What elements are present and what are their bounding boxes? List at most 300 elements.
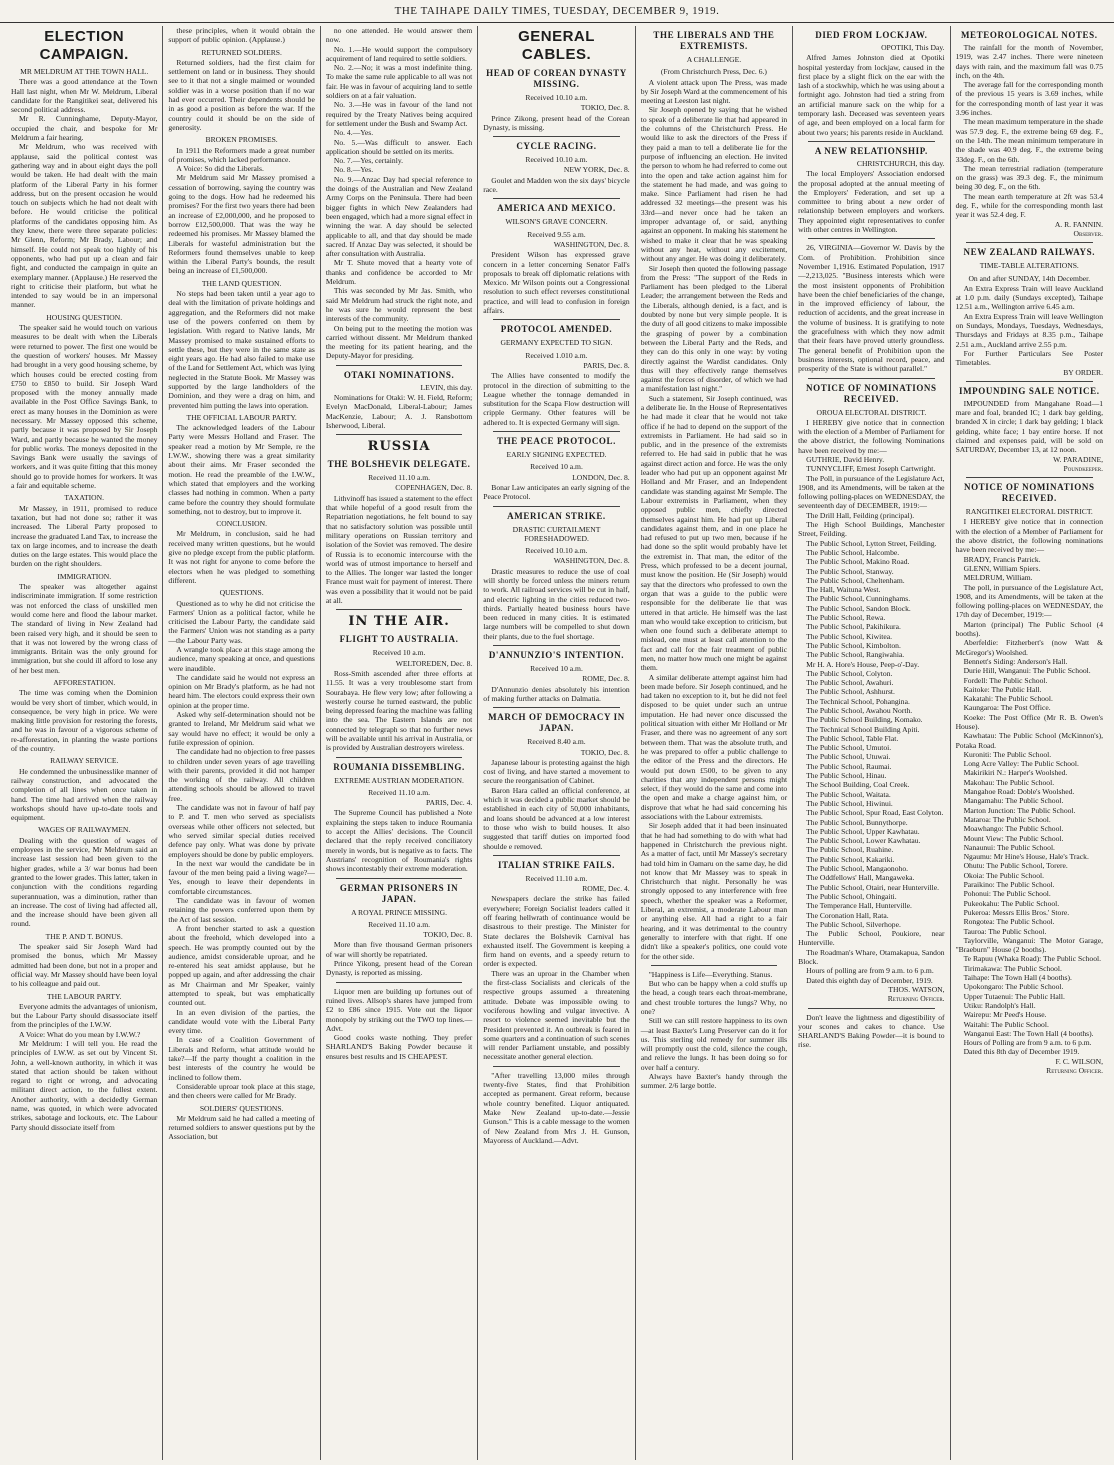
paragraph: Ross-Smith ascended after three efforts at 11.55. It was a very troublesome start from Sourabaya. He flew very low; after following a westerly course he turned eastward, the public being depressed fearing the machine was falling into the sea. The Eastern Islands are not connected by telegraph so that no further news will be available until his arrival in Australia, or is provided by Australian destroyers wireless. [325, 668, 473, 753]
paragraph: No. 2.—No; it was a most indefinite thing. To make the same rule applicable to all was not fair. He was in favour of acquiring land to settle soldiers on at a fair valuation. [325, 63, 473, 101]
paragraph: Hours of Polling are from 9 a.m. to 6 p.m. [963, 1038, 1092, 1048]
paragraph: Considerable uproar took place at this stage, and then cheers were called for Mr Brady. [168, 1081, 315, 1101]
article-headline: HEAD OF COREAN DYNASTY MISSING. [486, 68, 627, 89]
paragraph: No. 5.—Was difficult to answer. Each application should be settled on its merits. [325, 137, 473, 156]
article-subhead: Received 10.10 a.m. [525, 93, 588, 102]
paragraph: The speaker said Sir Joseph Ward had promised the bonus, which Mr Massey admitted had been done, but not in a proper and official way. Mr Massey should have been loyal to his colleague and paid out. [11, 942, 158, 989]
paragraph: Pohonui: The Public School. [963, 889, 1051, 899]
article-headline: THE BOLSHEVIK DELEGATE. [327, 459, 471, 470]
column-rule [493, 431, 619, 432]
paragraph: There was an uproar in the Chamber when the first-class Socialists and clericals of the respective groups assumed a threatening attitude. Debate was impossible owing to vociferous howling and vulgar invective. A resort to violence seemed inevitable but the President prevented it. An outbreak is feared in some quarters and a continuation of such scenes will render Parliament unstable, and possibly necessitate another general election. [483, 968, 630, 1062]
column-rule [808, 238, 934, 239]
article-headline: FLIGHT TO AUSTRALIA. [339, 634, 459, 645]
column-rule [336, 365, 462, 366]
paragraph: Makohau: The Public School. [963, 777, 1055, 787]
paragraph: No. 3.—He was in favour of the land not required by the Treaty Natives being acquired for settlement under the Bush and Swamp Act. [325, 100, 473, 128]
column-4 [478, 26, 635, 1460]
paragraph: The Public School, Mangaonoho. [806, 864, 909, 874]
paragraph: A similar deliberate attempt against him had been made before. Sir Joseph continued, and he had taken no exception to it, but he did not feel disposed to be quiet under such an untrue imputation. He had never once discussed the political situation with either Mr Holland or Mr Fraser, and there was no agreement of any sort between them. That was the absolute truth, and he was prepared to offer a public challenge to the editor of the Press and the directors. He would put down £500, to be given to any charities that any independent persons might select, if they would do the same and come into the open and make a charge against him, or disprove that what he had said concerning his associations with the Labour extremists. [640, 672, 788, 822]
paragraph: The Public School, Ohingaiti. [806, 891, 897, 901]
paragraph: Kawhatau: The Public School (McKinnon's), Potaka Road. [955, 731, 1103, 750]
column-rule [493, 645, 619, 646]
dateline: TOKIO, Dec. 8. [580, 103, 630, 113]
paragraph: The Public School, Ruahine. [806, 845, 894, 855]
article-subhead: A ROYAL PRINCE MISSING. [351, 907, 448, 917]
paragraph: He condemned the unbusinesslike manner of railway construction, and advocated the completion of all lines when once taken in hand. The time had arrived when the railway workshops should have up-to-date tools and equipment. [11, 766, 158, 823]
paragraph: Still we can still restore happiness to its own—at least Baxter's Lung Preserver can do it for us. This sterling old remedy for summer ills will promptly oust the cold, silence the cough, and relieve the lungs. It has been doing so for over half a century. [640, 1016, 788, 1072]
article-headline: NOTICE OF NOMINATIONS RECEIVED. [963, 482, 1095, 504]
paragraph: The Public School, Raumai. [806, 761, 892, 771]
article-headline: CYCLE RACING. [516, 141, 597, 152]
paragraph: Bennett's Siding: Anderson's Hall. [963, 656, 1068, 666]
paragraph: Kuroniti: The Public School. [963, 749, 1052, 759]
article-headline: D'ANNUNZIO'S INTENTION. [488, 650, 625, 661]
article-subhead: Received 11.10 a.m. [525, 873, 588, 883]
paragraph: A violent attack upon The Press, was made by Sir Joseph Ward at the commencement of his meeting at Leeston last night. [640, 77, 788, 106]
paragraph: Nanaunui: The Public School. [963, 842, 1055, 852]
dateline: LEVIN, this day. [420, 382, 473, 392]
column-5 [636, 26, 793, 1460]
dateline: PARIS, Dec. 8. [583, 360, 630, 370]
paragraph: Questioned as to why he did not criticise the Farmers' Union as a political factor, while he criticised the Labour Party, the candidate said the Farmers' Union was not standing as a party—the Labour Party was. [168, 598, 315, 645]
paragraph: I HEREBY give notice that in connection with the election of a Member of Parliament for the above district, the following nominations have been received by me:— [955, 517, 1103, 555]
paragraph: The Public School, Silverhope. [806, 919, 901, 929]
paragraph: Baron Hara called an official conference, at which it was decided a public market should be established in each city of 50,000 inhabitants, and loans should be advanced at a low interest to those who wish to build houses. It also suggested that tariff duties on imported food shoulde e removed. [483, 785, 630, 851]
paragraph: Aberfeldie: Fitzherbert's (now Watt & McGregor's) Woolshed. [955, 638, 1103, 657]
signature: Returning Officer. [1046, 1065, 1103, 1075]
article-headline: DIED FROM LOCKJAW. [815, 30, 928, 40]
paragraph: D'Annunzio denies absolutely his intention of making further attacks on Dalmatia. [483, 684, 630, 703]
paragraph: For Further Particulars See Poster Timetables. [955, 348, 1103, 368]
paragraph: The Public School, Awahou North. [806, 706, 913, 715]
article-subhead: THE LAND QUESTION. [201, 278, 282, 288]
article-headline: NOTICE OF NOMINATIONS RECEIVED. [806, 382, 937, 404]
paragraph: Mr T. Shute moved that a hearty vote of thanks and confidence be accorded to Mr Meldrum. [325, 258, 473, 287]
column-rule [493, 319, 619, 320]
paragraph: The Public School, Otairi, near Hunterville. [806, 882, 939, 892]
column-rule [808, 378, 934, 379]
paragraph: The Public School, Makino Road. [806, 557, 910, 567]
paragraph: Sir Joseph then quoted the following passage from the Press: "The support of the Reds in Parliament has been pledged to the Liberal Leader; the arrangement between the Reds and the Liberals, although denied, is a fact, and is doubted by none but very simple people. It is the duty of all good citizens to make impossible the grasping of power by a combination between the Liberal Party and the Reds, and they can do this only in one way: by voting directly against the Wardist candidates. Only thus will they effectively range themselves against the forces of disorder, of which we had a manifestation last night." [640, 263, 788, 394]
column-2 [163, 26, 320, 1460]
paragraph: The Public School, Rewa. [806, 613, 886, 623]
column-rule [651, 965, 777, 966]
column-rule [493, 198, 619, 199]
article-subhead: RANGITIKEI ELECTORAL DISTRICT. [965, 507, 1093, 517]
article-subhead: HOUSING QUESTION. [46, 312, 123, 322]
paragraph: No. 9.—Anzac Day had special reference to the doings of the Australian and New Zealand Army Corps on the Peninsula. There had been bigger fights in which New Zealanders had been engaged, which had a more signal effect in winning the war. A day should be selected applicable to all, and that day should be made sacred. If Anzac Day was selected, it should be after consultation with Australia. [325, 174, 473, 259]
paragraph: The Public School, Hiwinui. [806, 798, 893, 808]
paragraph: The Public School, Bunnythorpe. [806, 817, 908, 827]
article-subhead: Received 11.10 a.m. [368, 473, 431, 483]
paragraph: Sir Joseph opened by saying that he wished to speak of a deliberate lie that had appeared in the columns of the Christchurch Press. He would like to ask the directors of the Press if they paid a man to tell a deliberate lie for the purpose of influencing an election. He invited the person to whom he had referred to come out into the open and take action against him for the statement he had made, and was going to make. Since Parliament had risen he had addressed 32 meetings—the present was his 33rd—and never once had he taken an improper advantage of, or said, anything against an opponent. In making his statement he wished to make it clear that he was speaking without any heat, without any excitement, without any anger. He was doing it deliberately. [640, 105, 788, 264]
column-rule [336, 434, 462, 435]
paragraph: The local Employers' Association endorsed the proposal adopted at the annual meeting of the Employers' Federation, and set up a committee to bring about a new order of relationship between employers and workers. They appointed eight representatives to confer with other centres in Wellington. [798, 169, 945, 235]
paragraph: The Public School, Sandon Block. [806, 603, 911, 613]
paragraph: Kaitoke: The Public Hall. [963, 684, 1042, 694]
article-subhead: RAILWAY SERVICE. [50, 756, 119, 766]
paragraph: The Public School, Stanway. [806, 566, 894, 576]
dateline: ROME, Dec. 8. [582, 674, 630, 684]
paragraph: Marton (principal) The Public School (4 booths). [955, 619, 1103, 639]
paragraph: The Public School, Hinau. [806, 771, 887, 781]
paragraph: The Public School, Umutoi. [806, 743, 892, 753]
paragraph: The Oddfellows' Hall, Mangaweka. [806, 873, 915, 883]
article-subhead: Received 11.10 a.m. [368, 919, 431, 929]
paragraph: The Roadman's Whare, Otamakapua, Sandon Block. [798, 947, 945, 967]
article-headline: MARCH OF DEMOCRACY IN JAPAN. [488, 712, 625, 734]
article-subhead: AFFORESTATION. [53, 678, 116, 687]
article-subhead: EARLY SIGNING EXPECTED. [506, 450, 607, 460]
paragraph: The speaker was altogether against indiscriminate immigration. If some restriction was not enforced the class of unskilled men would come here and flood the labour market. The standard of living in New Zealand had been raised very high, and it should be seen to that it was not lowered by the wrong class of immigrants. Britain was the only ground for immigration, but she could ill afford to lose any of her best men. [11, 582, 158, 675]
paragraph: Liquor men are building up fortunes out of ruined lives. Allsop's shares have jumped from £2 to £86 since 1915. Vote out the liquor monopoly by striking out the TWO top lines.—Advt. [325, 986, 473, 1033]
paragraph: Everyone admits the advantages of unionism, but the Labour Party should disassociate itself from the principles of the I.W.W. [11, 1001, 158, 1030]
article-headline: AMERICA AND MEXICO. [497, 203, 616, 214]
paragraph: Such a statement, Sir Joseph continued, was a deliberate lie. In the House of Representatives he had made it clear that he would not take office if he had to depend on the support of the extremists in Parliament. He had said so in public, and in the presence of the extremists referred to. He had said in public that he was against direct action and force. He was the only leader who had put up an opponent against Mr Holland and Mr Fraser, and an Independent candidate was standing against Mr Semple. The Labour extremists in Parliament, when they opposed public men, chiefly directed themselves against him. He had put up Liberal candidates against them, and in one place he had refused to put up two men, because if he had done so the split would probably have let the extremist in. That man, the editor of the Press, which professed to be a decent journal, must know the position. He (Sir Joseph) would say that the directors who professed to own the organ that was a guide to the public were responsible for the deliberate lie that was uttered in that article. He himself was the last man who would take exception to criticism, but when one found such a deliberate attempt to mislead, one must at least call attention to the fact and call for the fair treatment of public men, no matter how much one might be against them. [640, 393, 788, 673]
paragraph: Taihape: The Town Hall (4 booths). [963, 973, 1072, 983]
paragraph: The Supreme Council has published a Note explaining the steps taken to induce Roumania to accept the Allies' decisions. The Council declared that the reply received conciliatory merely in words, but is negative as to facts. The Austrians' recognition of Roumania's rights shows incontestably their extreme moderation. [325, 808, 473, 874]
column-rule [336, 757, 462, 758]
paragraph: In case of a Coalition Government of Liberals and Reform, what attitude would he take?—If the party thought a coalition in the best interests of the country he would be inclined to follow them. [168, 1035, 315, 1082]
paragraph: Sir Joseph added that it had been insinuated that he had had something to do with what had happened in Christchurch the previous night. As a matter of fact, until Mr Massey's secretary had told him in Oamaru on the same day, he did not know that Mr Massey was to speak in Christchurch that night. Personally he was strongly opposed to any interference with free speech, whether the speaker was a Reformer, Liberal, an extremist, a moderate Labour man or anything else. All had a right to a fair hearing, and it was detrimental to the country generally to interfere with that right. If one didn't like a speaker's politics, one could vote for the other side. [640, 821, 788, 961]
article-subhead: RETURNED SOLDIERS. [201, 47, 282, 57]
signature: F. C. WILSON, [1055, 1056, 1103, 1066]
dateline: WELTOREDEN, Dec. 8. [395, 658, 473, 668]
article-subhead: Received 10.10 a.m. [525, 155, 588, 165]
masthead: THE TAIHAPE DAILY TIMES, TUESDAY, DECEMBER 9, 1919. [0, 0, 1114, 23]
article-subhead: (From Christchurch Press, Dec. 6.) [660, 67, 767, 77]
article-headline: NEW ZEALAND RAILWAYS. [963, 247, 1096, 258]
column-3 [321, 26, 478, 1460]
paragraph: Durie Hill, Wanganui: The Public School. [963, 666, 1091, 676]
paragraph: Mr Meldrum: I will tell you. He read the principles of I.W.W. as set out by Vincent St. John, a well-known authority, in which it was stated that action should be taken without regard to right or wrong, and advocating militant direct action, to the fullest extent. Another authority, with a decidedly German name, was quoted, in which were advocated strikes, sabotage and lockouts, etc. The Labour Party should dissociate itself from [11, 1038, 158, 1132]
paragraph: I HEREBY give notice that in connection with the election of a Member of Parliament for the above district, the following Nominations have been received by me:— [798, 417, 945, 455]
article-headline: METEOROLOGICAL NOTES. [960, 30, 1098, 40]
article-subhead: Received 10 a.m. [530, 664, 583, 674]
section-banner: RUSSIA [367, 439, 431, 455]
column-6 [793, 26, 950, 1460]
paragraph: In the next war would the candidate be in favour of the men being paid a living wage?—Yes, enough to leave their dependents in comfortable circumstances. [168, 858, 315, 896]
paragraph: There was a good attendance at the Town Hall last night, when Mr W. Meldrum, Liberal candidate for the Rangitikei seat, delivered his second political address. [11, 77, 158, 115]
paragraph: The speaker said he would touch on various measures to be dealt with when the Liberals were returned to power. The first one would be the question of workers' houses. Mr Massey had brought in a very good housing scheme, by which houses could be erected costing from £750 to £850 to build. Sir Joseph Ward proposed with the money annually made available in the Post Office Savings Bank, to erect as many houses in the Dominion as were necessary. Mr Massey opposed this scheme, partly because it was proposed by Sir Joseph Ward, and partly because he wanted the money for public works. The moneys deposited in the Savings Bank were usually the savings of workers, and it was quite fitting that this money should go to provide homes for workers. It was a fair and equitable scheme. [11, 323, 158, 491]
paragraph: The Public School, Colyton. [806, 668, 893, 678]
paragraph: Goulet and Madden won the six days' bicycle race. [483, 175, 630, 195]
paragraph: The Drill Hall, Feilding (principal). [806, 510, 915, 520]
paragraph: No. 4.—Yes. [333, 128, 374, 138]
signature: Observer. [1073, 228, 1103, 238]
paragraph: President Wilson has expressed grave concern in a letter concerning Senator Fall's proposals to break off diplomatic relations with Mexico. Mr Wilson points out a Congressional resolution to such effect reverses constitutional practice, and will lead to confusion in foreign affairs. [483, 250, 630, 316]
paragraph: The Public School, Lower Kawhatau. [806, 836, 921, 846]
paragraph: No steps had been taken until a year ago to deal with the limitation of private holdings and aggregation, and the Reformers did not make use of the powers conferred on them by legislation. With regard to Native lands, Mr Massey promised to make sustained efforts to settle these, but they were in the same state as eight years ago. He had also failed to make use of the Land for Settlement Act, which was lying neglected in the Statute Book. Mr Massey was supported by the large landholders of the Dominion, and they were a drag on him, and prevented him putting the laws into operation. [168, 289, 315, 410]
paragraph: The High School Buildings, Manchester Street, Feilding. [798, 520, 945, 539]
column-rule [808, 1008, 934, 1009]
paragraph: The Public School, Halcombe. [806, 547, 900, 557]
article-subhead: Received 10.10 a.m. [525, 546, 588, 556]
article-subhead: DRASTIC CURTAILMENT FORESHADOWED. [512, 524, 601, 543]
paragraph: Japanese labour is protesting against the high cost of living, and have started a movement to secure the reorganisation of Cabinet. [483, 757, 630, 786]
paragraph: Good cooks waste nothing. They prefer SHARLAND'S Baking Powder because it ensures best results and IS CHEAPEST. [325, 1033, 473, 1061]
dateline: LONDON, Dec. 8. [572, 472, 630, 482]
paragraph: Pukeroa: Messrs Ellis Bros.' Store. [963, 907, 1070, 917]
paragraph: The Public School, Waitata. [806, 789, 891, 799]
signature: Poundkeeper. [1063, 463, 1103, 473]
signature: A. R. FANNIN. [1054, 219, 1103, 229]
paragraph: Taylorville, Wanganui: The Motor Garage, "Braeburn" House (2 booths). [955, 935, 1103, 955]
paragraph: Kaungaroa: The Post Office. [963, 703, 1051, 713]
article-subhead: WAGES OF RAILWAYMEN. [38, 825, 131, 835]
article-subhead: BROKEN PROMISES. [205, 135, 278, 145]
paragraph: MELDRUM, William. [963, 573, 1033, 583]
paragraph: Don't leave the lightness and digestibility of your scones and cakes to chance. Use SHARLAND'S Baking Powder—it is bound to rise. [798, 1012, 945, 1050]
paragraph: The Public School, Utuwai. [806, 752, 891, 762]
article-headline: OTAKI NOMINATIONS. [343, 369, 455, 380]
column-7 [951, 26, 1108, 1460]
section-headline: ELECTION CAMPAIGN. [39, 28, 129, 63]
paragraph: Prince Yikong, present head of the Corean Dynasty, is reported as missing. [325, 959, 473, 978]
dateline: TOKIO, Dec. 8. [423, 930, 473, 940]
paragraph: Mr Massey, in 1911, promised to reduce taxation, but had not done so; rather it was increased. The Liberal Party proposed to increase the graduated Land Tax, to increase the tax on large incomes, and to increase the death duties on the large estates. This would place the burden on the right shoulders. [11, 503, 158, 569]
column-rule [808, 141, 934, 142]
paragraph: The poll, in pursuance of the Legislature Act, 1908, and its Amendments, will be taken at the following polling-places on WEDNESDAY, the 17th day of December, 1919:— [955, 582, 1103, 620]
paragraph: The Technical School, Pohangina. [806, 696, 910, 706]
paragraph: Utiku: Randolph's Hall. [963, 1000, 1036, 1010]
article-headline: ITALIAN STRIKE FAILS. [497, 859, 616, 870]
paragraph: The Public School, Cunninghams. [806, 594, 911, 604]
paragraph: More than five thousand German prisoners of war will shortly be repatriated. [325, 940, 473, 959]
paragraph: The candidate had no objection to free passes to children under seven years of age travelling with their parents, provided it did not hamper the working of the railway. All children attending schools should be allowed to travel free. [168, 747, 315, 803]
article-subhead: EXTREME AUSTRIAN MODERATION. [334, 775, 464, 785]
section-headline: GENERAL CABLES. [518, 28, 595, 63]
paragraph: Wairepu: Mr Peed's House. [963, 1010, 1047, 1020]
paragraph: Nominations for Otaki: W. H. Field, Reform; Evelyn MacDonald, Liberal-Labour; James MacKenzie, Labour; A. J. Ransbottom Isherwood, Liberal. [325, 392, 473, 430]
dateline: TOKIO, Dec. 8. [580, 747, 630, 757]
paragraph: On being put to the meeting the motion was carried without dissent. Mr Meldrum thanked the meeting for its patient hearing, and the Deputy-Mayor for presiding. [325, 323, 473, 361]
paragraph: Upokongaro: The Public School. [963, 982, 1064, 992]
paragraph: Dated this 8th day of December 1919. [963, 1047, 1080, 1057]
paragraph: Drastic measures to reduce the use of coal will shortly be forced unless the miners return to work. All railroad services will be cut in half, and electric lighting in the cities reduced two-thirds. Partially heated business hours have been reduced in many cities. It is estimated large numbers will be compelled to shut down their plants, due to the fuel shortage. [483, 566, 630, 641]
paragraph: Dated this eighth day of December, 1919. [806, 975, 933, 985]
paragraph: No. 1.—He would support the compulsory acquirement of land required to settle soldiers. [325, 44, 473, 63]
paragraph: Upper Tutaenui: The Public Hall. [963, 991, 1065, 1001]
paragraph: Lithvinoff has issued a statement to the effect that while hopeful of a good result from the Repatriation negotiations, he felt bound to say that no satisfactory solution was possible until military operations on Russian territory and isolation of the Soviet was removed. The desire of Russia is to economic intercourse with the world was of utmost importance to herself and to the Allies. The longer war lasted the longer France must wait for payment of interest. There was even a possibility that it would not be paid at all. [325, 493, 473, 606]
paragraph: The Allies have consented to modify the protocol in the direction of submitting to the League whether the tonnage demanded in substitution for the Scapa Flow destruction will cripple Germany. Other features will be adhered to. It is expected Germany will sign. [483, 371, 630, 427]
article-headline: GERMAN PRISONERS IN JAPAN. [339, 882, 459, 904]
paragraph: The average fall for the corresponding month of the previous 15 years is 3.69 inches, while for the corresponding month of last year it was 3.96 inches. [955, 80, 1103, 118]
dateline: WASHINGTON, Dec. 8. [553, 556, 630, 566]
paragraph: Mr Meldrum said Mr Massey promised a cessation of borrowing, saying the country was going to the dogs. How had he redeemed his promises? For the first two years there had been an increase of £2,000,000, and he proposed to borrow £12,500,000. That was the way he redeemed his promises. Mr Massey blamed the Liberals for wasteful administration but the Reformers found themselves unable to keep within the Liberal Party's bounds, the result being an increase of £1,500,000. [168, 173, 315, 276]
paragraph: The Poll, in pursuance of the Legislature Act, 1908, and its Amendments, will be taken at the following polling-places on WEDNESDAY, the seventeenth day of DECEMBER, 1919:— [798, 473, 945, 511]
dateline: NEW YORK, Dec. 8. [563, 165, 630, 175]
paragraph: Mr R. Cunninghame, Deputy-Mayor, occupied the chair, and bespoke for Mr Meldrum a fair hearing. [11, 114, 158, 143]
article-subhead: QUESTIONS. [219, 588, 264, 598]
paragraph: 26, VIRGINIA—Governor W. Davis by the Com. of Prohibition. Prohibition since November 1,1916. Estimated Population, 1917—2,213,025. "Business interests which were the most insistent opponents of Prohibition have been the chief beneficiaries of the change, in the improved efficiency of labour, the reduction of accidents, and the great increase in the volume of business. It is gratifying to note the gracefulness with which they now admit that their fears have proved utterly groundless. The general benefit of Prohibition upon the business interests, optional record, peace, and prosperity of the State is without parallel." [798, 243, 945, 374]
newspaper-page [6, 26, 1108, 1460]
paragraph: Wanganui East: The Town Hall (4 booths). [963, 1028, 1094, 1038]
paragraph: Dealing with the question of wages of employees in the service, Mr Meldrum said an increase last session had been given to the higher grades, while a 3/ war bonus had been granted to the lower grades. This latter, taken in conjunction with the conditions regarding superannuation, was a diminution, rather than an increase. The cost of living had affected all, and the increase should have been given all round. [11, 835, 158, 929]
dateline: CHRISTCHURCH, this day. [856, 158, 945, 168]
paragraph: The Technical School Building Apiti. [806, 724, 920, 734]
paragraph: The candidate was not in favour of half pay to P. and T. men who served as specialists overseas while other officers not selected, but who served similar special duties received defence pay only. What was done by private employers should be done by public employers. [168, 803, 315, 859]
paragraph: Asked why self-determination should not be granted to Ireland, Mr Meldrum said what we say would have no effect; it would be only a futile expression of opinion. [168, 710, 315, 747]
paragraph: But who can be happy when a cold stuffs up the head, a cough tears each throat-membrane, and chest trouble tortures the lungs? Why, no one? [640, 979, 788, 1016]
paragraph: The School Building, Coal Creek. [806, 780, 910, 790]
article-headline: A NEW RELATIONSHIP. [814, 145, 928, 156]
dateline: ROME, Dec. 4. [582, 884, 630, 894]
paragraph: Tirimakawa: The Public School. [963, 963, 1062, 973]
article-subhead: WILSON'S GRAVE CONCERN. [505, 217, 608, 227]
column-rule [336, 609, 462, 610]
article-subhead: Received 1.010 a.m. [525, 350, 588, 360]
article-subhead: GERMANY EXPECTED TO SIGN. [500, 338, 613, 348]
paragraph: In 1911 the Reformers made a great number of promises, which lacked performance. [168, 145, 315, 164]
paragraph: Kakatahi: The Public School. [963, 694, 1053, 704]
signature: Returning Officer. [887, 994, 945, 1004]
paragraph: The Public School, Awahuri. [806, 678, 894, 688]
paragraph: Koeke: The Post Office (Mr R. B. Owen's House). [955, 712, 1103, 731]
article-headline: PROTOCOL AMENDED. [500, 324, 613, 335]
signature: W. PARADINE, [1053, 454, 1103, 464]
column-rule [966, 477, 1093, 478]
paragraph: "After travelling 13,000 miles through twenty-five States, find that Prohibition accepted as permanent. Great reform, because whole country benefited. Liquor antiquated. Make New Zealand up-to-date.—Jessie Gunson." This is a cable message to the women of New Zealand from Mrs J. H. Gunson, Mayoress of Auckland.—Advt. [483, 1070, 630, 1145]
dateline: WASHINGTON, Dec. 8. [553, 239, 630, 249]
paragraph: No. 8.—Yes. [333, 165, 374, 175]
paragraph: Alfred James Johnston died at Opotiki hospital yesterday from lockjaw, caused in the first place by a slight flick on the ear with the lash of a stockwhip, which he was using about a fortnight ago. Johnston had tied a string from an artificial manure sack on the whip for a temporary lash. Deceased was seventeen years of age, and been employed on a local farm for about two years; his parents reside in Auckland. [798, 53, 945, 137]
paragraph: The candidate was in favour of women retaining the powers conferred upon them by the Act of last session. [168, 896, 315, 924]
section-banner: IN THE AIR. [348, 614, 450, 630]
column-rule [336, 878, 462, 879]
paragraph: The Public School, Spur Road, East Colyton. [806, 808, 944, 818]
paragraph: The candidate said he would not express an opinion on Mr Brady's platform, as he had not heard him. The electors could express their own opinion at the proper time. [168, 672, 315, 710]
paragraph: Waitahi: The Public School. [963, 1019, 1049, 1029]
paragraph: Mount View: The Public School. [963, 833, 1064, 843]
paragraph: GUTHRIE, David Henry. [806, 454, 885, 464]
paragraph: The mean earth temperature at 2ft was 53.4 deg. F., while for the corresponding month last year it was 52.4 deg. F. [955, 191, 1103, 220]
paragraph: Moawhango: The Public School. [963, 824, 1064, 834]
paragraph: Mr Meldrum, who was received with applause, said the political contest was gathering way and in about eight days the poll would be taken. He had dealt with the main platform of the Liberal Party in his former address, but on the present occasion he would touch on subjects which he had not dealt with before. He would criticise the political platforms of the candidates opposing him. As they knew, there were three separate policies: Mr Glenn, Reform; Mr Brady, Labour; and himself. He could not speak too highly of his opponents, who had put up a clean and fair fight, and conducted the campaign in quite an exemplary manner. (Applause.) He reserved the right to criticise their platform, but what he intended to say would be in an impersonal manner. [11, 142, 158, 310]
signature: THOS. WATSON, [888, 984, 945, 994]
article-headline: IMPOUNDING SALE NOTICE. [958, 385, 1100, 396]
paragraph: The Public School, Kakariki. [806, 854, 895, 864]
paragraph: Pukeokahu: The Public School. [963, 898, 1060, 908]
paragraph: The Public School, Upper Kawhatau. [806, 826, 920, 836]
paragraph: The Public School, Table Flat. [806, 733, 899, 743]
paragraph: An Extra Express Train will leave Auckland at 1.0 p.m. daily (Sundays excepted), Taihape 12.51 a.m., Wellington arrive 6.45 a.m. [955, 283, 1103, 312]
dateline: PARIS, Dec. 4. [425, 798, 473, 808]
article-subhead: Received 9.55 a.m. [527, 229, 586, 239]
paragraph: The Public School Building, Komako. [806, 715, 923, 725]
article-headline: THE PEACE PROTOCOL. [496, 436, 616, 447]
paragraph: Mr Meldrum, in conclusion, said he had received many written questions, but he would give no pledge except from the public platform. It was not right for anyone to come before the electors when he was pledged to something different. [168, 529, 315, 585]
column-rule [966, 381, 1093, 382]
paragraph: Ohutu: The Public School, Torere. [963, 861, 1068, 871]
paragraph: A wrangle took place at this stage among the audience, many speaking at once, and questions were inaudible. [168, 645, 315, 673]
column-rule [336, 982, 462, 983]
article-subhead: THE P. AND T. BONUS. [45, 931, 123, 941]
paragraph: The Hall, Waituna West. [806, 585, 881, 595]
paragraph: Long Acre Valley: The Public School. [963, 759, 1079, 769]
paragraph: "Happiness is Life—Everything. Stanus. [648, 969, 773, 979]
column-rule [966, 242, 1093, 243]
article-subhead: THE OFFICIAL LABOUR PARTY. [186, 412, 297, 422]
article-subhead: Received 11.10 a.m. [368, 787, 431, 797]
column-rule [493, 506, 619, 507]
article-headline: AMERICAN STRIKE. [507, 510, 606, 521]
paragraph: Marton Junction: The Public School. [963, 805, 1076, 815]
paragraph: Paraikino: The Public School. [963, 880, 1055, 890]
paragraph: This was seconded by Mr Jas. Smith, who said Mr Meldrum had struck the right note, and he was sure he would represent the best interests of the community. [325, 286, 473, 324]
paragraph: Te Rapuu (Whaka Road): The Public School. [963, 954, 1102, 964]
paragraph: GLENN, William Spiers. [963, 563, 1041, 573]
article-subhead: TAXATION. [64, 493, 105, 503]
paragraph: Makirikiri N.: Harper's Woolshed. [963, 768, 1068, 778]
signature: BY ORDER. [1063, 367, 1103, 377]
paragraph: Hours of polling are from 9 a.m. to 6 p.m. [806, 966, 934, 976]
paragraph: Returned soldiers, had the first claim for settlement on land or in business. They should see to it that not a single maimed or wounded soldier was in a worse position than if no war had ever occurred. Their dependents should be in as good a position as before the war. If the country could it should be on the side of generosity. [168, 57, 315, 132]
article-subhead: MR MELDRUM AT THE TOWN HALL. [20, 67, 149, 76]
paragraph: Mangahoe Road: Doble's Woolshed. [963, 787, 1075, 797]
paragraph: Rongotea: The Public School. [963, 917, 1055, 927]
column-rule [493, 707, 619, 708]
paragraph: No. 7.—Yes, certainly. [333, 156, 404, 166]
paragraph: The Public School, Poukiore, near Hunterville. [798, 929, 945, 948]
paragraph: TUNNYCLIFF, Ernest Joseph Cartwright. [806, 464, 936, 474]
paragraph: BRADY, Francis Patrick. [963, 554, 1041, 564]
paragraph: The mean maximum temperature in the shade was 57.9 deg. F., the extreme being 69 deg. F., on the 14th. The mean minimum temperature in the shade was 40.9 deg. F., the extreme being 33deg. F., on the 6th. [955, 117, 1103, 164]
paragraph: Newspapers declare the strike has failed everywhere; Foreign Socialist leaders called it off fearing hellwrath of continuance would be disastrous to their prestige. The Minister for State declares the Bolshevik Carnival has exhausted itself. The Government is keeping a firm hand on events, and a speedy return to order is expected. [483, 894, 630, 969]
paragraph: The Coronation Hall, Rata. [806, 910, 889, 920]
paragraph: Mataroa: The Public School. [963, 814, 1051, 824]
paragraph: Ngaumu: Mr Hine's House, Hale's Track. [963, 852, 1089, 862]
paragraph: Fordell: The Public School. [963, 675, 1048, 685]
paragraph: In an even division of the parties, the candidate would vote with the Liberal Party every time. [168, 1007, 315, 1036]
paragraph: The Temperance Hall, Hunterville. [806, 901, 912, 911]
article-headline: THE LIBERALS AND THE EXTREMISTS. [653, 30, 775, 51]
article-subhead: IMMIGRATION. [57, 571, 112, 581]
article-subhead: THE LABOUR PARTY. [46, 991, 122, 1001]
paragraph: these principles, when it would obtain the support of public opinion. (Applause.) [168, 26, 315, 45]
paragraph: Mr H. A. Hore's House, Peep-o'-Day. [806, 659, 920, 669]
paragraph: The Public School, Lytton Street, Feilding. [806, 538, 937, 548]
paragraph: A front bencher started to ask a question about the freehold, which developed into a speech. He was promptly counted out by the audience, amidst considerable uproar, and he re-entered his seat amidst applause, but he popped up again, and after addressing the chair as Mr Chairman and Mr Speaker, vainly attempted to speak, but was emphatically counted out. [168, 923, 315, 1008]
article-subhead: Received 8.40 a.m. [527, 737, 586, 747]
dateline: COPENHAGEN, Dec. 8. [395, 483, 473, 493]
paragraph: An Extra Express Train will leave Wellington on Sundays, Mondays, Tuesdays, Wednesdays, Thursdays and Fridays at 8.35 p.m., Taihape 2.51 a.m., Auckland arrive 2.55 p.m. [955, 311, 1103, 349]
paragraph: The Public School, Kimbolton. [806, 640, 901, 650]
article-subhead: SOLDIERS' QUESTIONS. [199, 1103, 284, 1113]
column-1 [6, 26, 163, 1460]
column-rule [493, 136, 619, 137]
paragraph: Always have Baxter's handy through the summer. 2/6 large bottle. [640, 1072, 788, 1091]
paragraph: Tauroa: The Public School. [963, 926, 1047, 936]
paragraph: The time was coming when the Dominion would be very short of timber, which would, in consequence, be very high in price. We were making little provision for restoring the forests, and he was in favour of a vigorous scheme of re-afforestation, in planting the waste portions of the country. [11, 688, 158, 754]
paragraph: no one attended. He would answer them now. [325, 26, 473, 45]
article-subhead: A CHALLENGE. [686, 55, 742, 64]
column-rule [493, 855, 619, 856]
paragraph: Prince Zikong, present head of the Corean Dynasty, is missing. [483, 113, 630, 132]
article-subhead: Received 10 a.m. [530, 462, 583, 472]
paragraph: Okoia: The Public School. [963, 870, 1044, 880]
article-subhead: On and after SUNDAY, 14th December. [968, 273, 1091, 283]
paragraph: Bonar Law anticipates an early signing of the Peace Protocol. [483, 482, 630, 502]
paragraph: The Public School, Rangiwahia. [806, 650, 905, 660]
paragraph: A Voice: So did the Liberals. [176, 164, 264, 174]
paragraph: Mr Meldrum said he had called a meeting of returned soldiers to answer questions put by the Association, but [168, 1113, 315, 1142]
paragraph: A Voice: What do you mean by I.W.W.? [19, 1029, 141, 1039]
article-subhead: Received 10 a.m. [372, 648, 426, 658]
article-subhead: CONCLUSION. [216, 519, 268, 529]
article-headline: ROUMANIA DISSEMBLING. [333, 761, 465, 772]
paragraph: The Public School, Ashhurst. [806, 687, 895, 697]
